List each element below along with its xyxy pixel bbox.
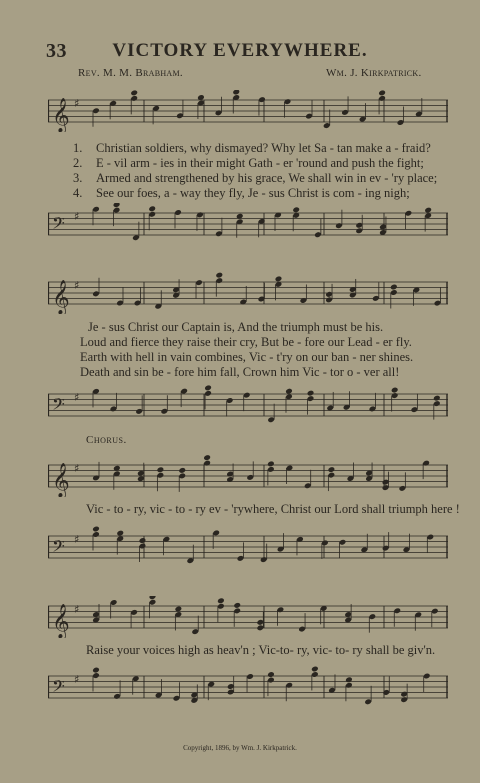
svg-text:𝄞: 𝄞	[52, 463, 70, 497]
treble-staff-chorus-1	[48, 455, 448, 497]
svg-text:♯: ♯	[74, 279, 80, 292]
verse-1-line-1: Christian soldiers, why dismayed? Why let Sa - tan make a - fraid?	[96, 141, 431, 155]
treble-staff-system-2	[48, 272, 448, 314]
svg-text:♯: ♯	[74, 462, 80, 475]
lyricist-credit: Rev. M. M. Brabham.	[78, 67, 183, 79]
svg-text:𝄢: 𝄢	[52, 394, 65, 418]
svg-text:𝄢: 𝄢	[52, 536, 65, 560]
copyright-notice: Copyright, 1896, by Wm. J. Kirkpatrick.	[183, 744, 297, 752]
verse-2-line-1: E - vil arm - ies in their might Gath - er 'round and push the fight;	[96, 156, 424, 170]
hymn-title: VICTORY EVERYWHERE.	[112, 40, 368, 61]
verse-3-line-2: Earth with hell in vain combines, Vic - t'ry on our ban - ner shines.	[80, 350, 414, 364]
svg-text:♯: ♯	[74, 391, 80, 404]
verse-1-line-2: Je - sus Christ our Captain is, And the triumph must be his.	[88, 320, 384, 334]
verse-number-1: 1.	[73, 141, 83, 155]
svg-text:𝄢: 𝄢	[52, 676, 65, 700]
hymn-number: 33	[46, 40, 67, 62]
svg-text:♯: ♯	[74, 97, 80, 110]
bass-staff-chorus-2	[48, 666, 448, 708]
composer-credit: Wm. J. Kirkpatrick.	[326, 67, 422, 79]
treble-staff-chorus-2	[48, 596, 448, 638]
chorus-label: Chorus.	[86, 434, 127, 446]
verse-3-line-1: Armed and strengthened by his grace, We shall win in ev - 'ry place;	[96, 171, 438, 185]
svg-text:♯: ♯	[74, 210, 80, 223]
verse-2-line-2: Loud and fierce they raise their cry, But be - fore our Lead - er fly.	[80, 335, 412, 349]
svg-text:𝄞: 𝄞	[52, 280, 70, 314]
svg-text:♯: ♯	[74, 603, 80, 616]
svg-text:♯: ♯	[74, 533, 80, 546]
bass-staff-system-2	[48, 384, 448, 426]
chorus-line-1: Vic - to - ry, vic - to - ry ev - 'rywhere, Christ our Lord shall triumph here !	[86, 502, 460, 516]
verse-number-3: 3.	[73, 171, 83, 185]
svg-text:♯: ♯	[74, 673, 80, 686]
verse-4-line-1: See our foes, a - way they fly, Je - sus Christ is com - ing nigh;	[96, 186, 410, 200]
svg-text:𝄢: 𝄢	[52, 213, 65, 237]
verse-number-4: 4.	[73, 186, 83, 200]
bass-staff-system-1	[48, 203, 448, 245]
verse-4-line-2: Death and sin be - fore him fall, Crown him Vic - tor o - ver all!	[80, 365, 400, 379]
verse-number-2: 2.	[73, 156, 83, 170]
chorus-line-2: Raise your voices high as heav'n ; Vic-to- ry, vic- to- ry shall be giv'n.	[86, 643, 436, 657]
svg-text:𝄞: 𝄞	[52, 98, 70, 132]
bass-staff-chorus-1	[48, 526, 448, 568]
svg-text:𝄞: 𝄞	[52, 604, 70, 638]
treble-staff-system-1	[48, 90, 448, 132]
